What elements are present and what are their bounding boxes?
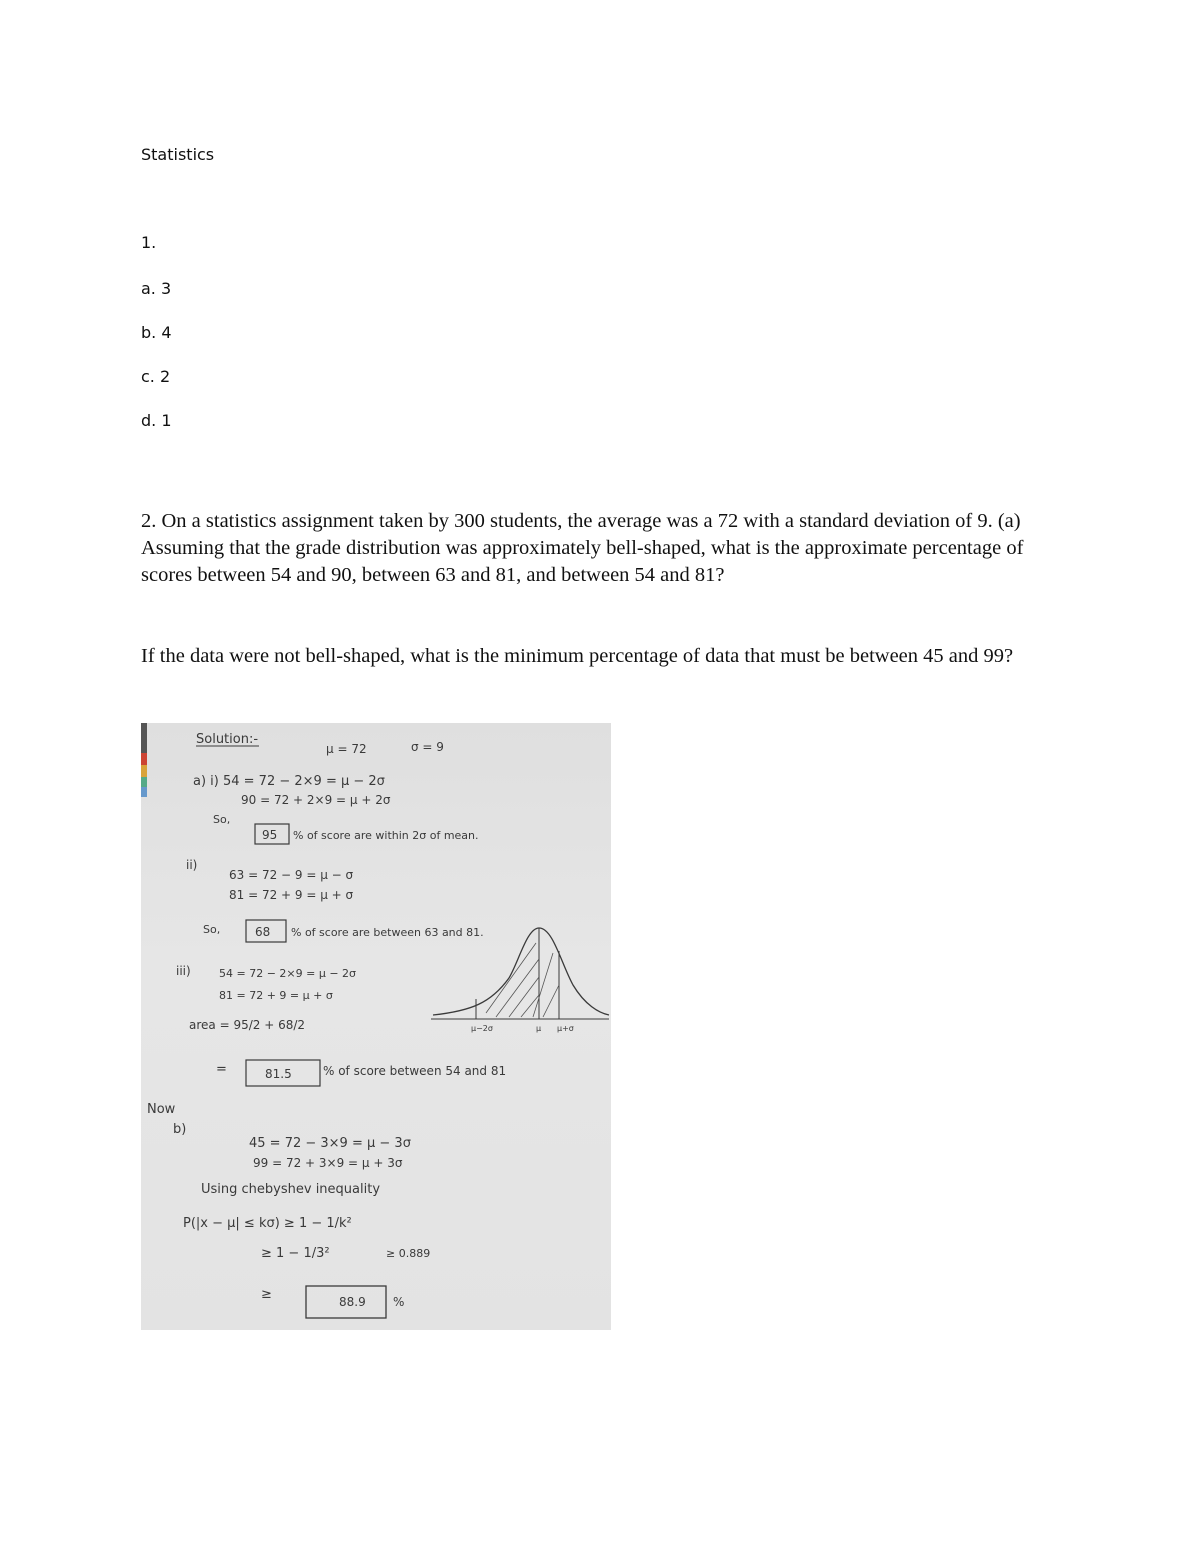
- answer-3-text: % of score between 54 and 81: [323, 1064, 507, 1078]
- document-heading: Statistics: [141, 145, 215, 164]
- curve-label-left: μ−2σ: [471, 1024, 493, 1033]
- answer-box-2-value: 68: [255, 925, 271, 939]
- part-b-line2: 99 = 72 + 3×9 = μ + 3σ: [253, 1156, 403, 1170]
- answer-1-text: % of score are within 2σ of mean.: [293, 829, 479, 842]
- so-label-1: So,: [213, 813, 231, 826]
- question-1-number: 1.: [141, 233, 157, 252]
- question-1-answer-b: b. 4: [141, 323, 172, 342]
- answer-2-text: % of score are between 63 and 81.: [291, 926, 484, 939]
- edge-strip: [141, 723, 147, 753]
- part-ii-label: ii): [186, 858, 198, 872]
- mu-value: μ = 72: [326, 742, 367, 756]
- part-a-i-line2: 90 = 72 + 2×9 = μ + 2σ: [241, 793, 391, 807]
- so-label-2: So,: [203, 923, 221, 936]
- question-1-answer-a: a. 3: [141, 279, 172, 298]
- chebyshev-intro: Using chebyshev inequality: [201, 1182, 381, 1197]
- answer-box-3-value: 81.5: [265, 1067, 292, 1081]
- now-label: Now: [147, 1102, 176, 1117]
- part-iii-label: iii): [176, 964, 191, 978]
- curve-shading: [486, 943, 559, 1017]
- solution-sketch: [141, 723, 611, 1330]
- handwritten-solution-photo: [141, 723, 611, 1330]
- question-1-answer-d: d. 1: [141, 411, 172, 430]
- chebyshev-inequality: P(|x − μ| ≤ kσ) ≥ 1 − 1/k²: [183, 1216, 352, 1231]
- curve-outline: [433, 928, 609, 1015]
- part-a-i-line1: a) i) 54 = 72 − 2×9 = μ − 2σ: [193, 774, 385, 789]
- question-1-answer-c: c. 2: [141, 367, 171, 386]
- curve-label-mid: μ: [536, 1024, 542, 1033]
- edge-strip: [141, 777, 147, 787]
- answer-box-4-value: 88.9: [339, 1295, 366, 1309]
- part-iii-line2: 81 = 72 + 9 = μ + σ: [219, 989, 333, 1002]
- chebyshev-step1-result: ≥ 0.889: [386, 1247, 431, 1260]
- question-2-paragraph: 2. On a statistics assignment taken by 300 students, the average was a 72 with a standard deviation of 9. (a) Assuming that the grade distribution was approximately bell-shaped, what is the approximate percentage of scores between 54 and 90, between 63 and 81, and between 54 and 81?: [141, 510, 1024, 586]
- edge-strip: [141, 765, 147, 777]
- answer-box-1-value: 95: [262, 828, 278, 842]
- part-iii-line1: 54 = 72 − 2×9 = μ − 2σ: [219, 967, 357, 980]
- curve-label-right: μ+σ: [557, 1024, 574, 1033]
- part-ii-line2: 81 = 72 + 9 = μ + σ: [229, 888, 354, 902]
- chebyshev-step2: ≥: [261, 1287, 272, 1302]
- chebyshev-step1: ≥ 1 − 1/3²: [261, 1246, 330, 1261]
- part-b-label: b): [173, 1122, 187, 1137]
- part-ii-line1: 63 = 72 − 9 = μ − σ: [229, 868, 354, 882]
- edge-strip: [141, 787, 147, 797]
- sigma-value: σ = 9: [411, 740, 444, 754]
- equals-sign: =: [216, 1062, 227, 1077]
- bell-curve-sketch: [431, 928, 609, 1033]
- solution-label: Solution:-: [196, 732, 259, 747]
- part-b-line1: 45 = 72 − 3×9 = μ − 3σ: [249, 1136, 411, 1151]
- answer-4-percent: %: [393, 1295, 405, 1309]
- area-formula: area = 95/2 + 68/2: [189, 1018, 306, 1032]
- question-2-followup: If the data were not bell-shaped, what is the minimum percentage of data that must be between 45 and 99?: [141, 645, 1014, 667]
- edge-strip: [141, 753, 147, 765]
